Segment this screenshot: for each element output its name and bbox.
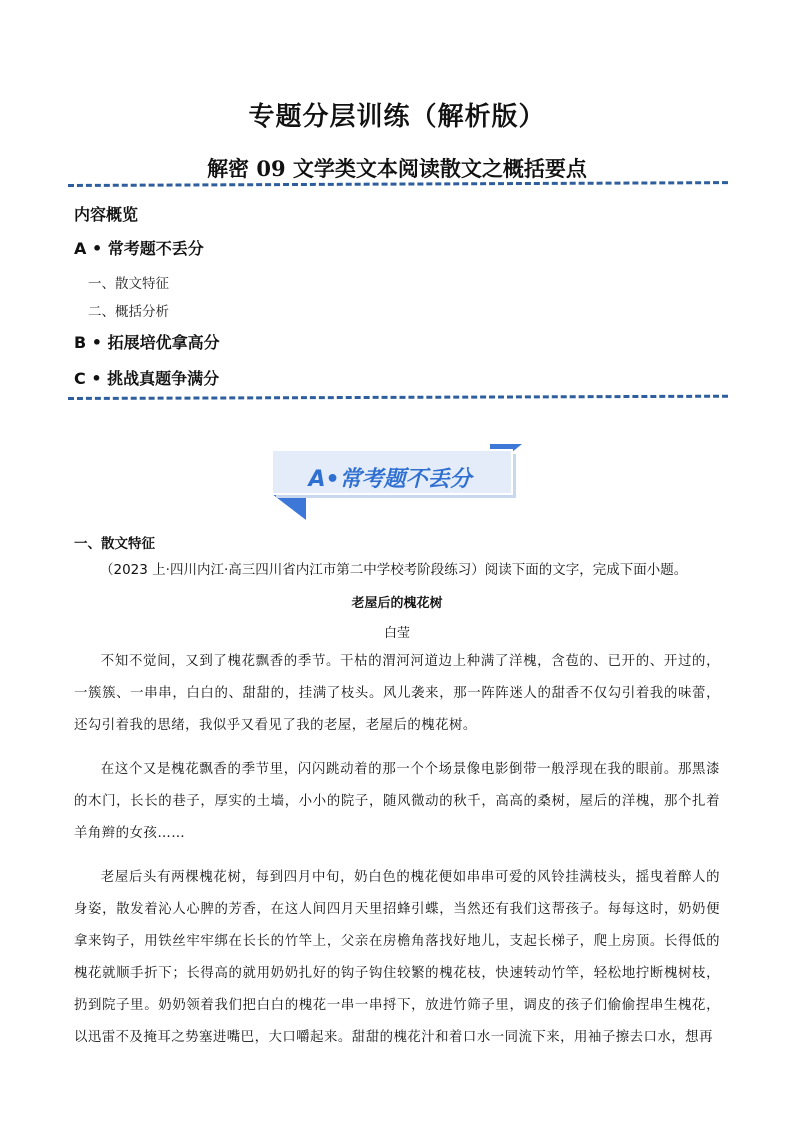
section-banner <box>270 440 526 524</box>
dashed-divider-bottom <box>68 395 728 400</box>
source-line: （2023 上·四川内江·高三四川省内江市第二中学校考阶段练习）阅读下面的文字，完成下面小题。 <box>100 562 688 578</box>
document-title: 专题分层训练（解析版） <box>248 102 546 132</box>
toc-subitem-1: 一、散文特征 <box>88 276 169 292</box>
article-body <box>74 646 720 1066</box>
banner-label: A•常考题不丢分 <box>308 466 472 492</box>
toc-section-c: C • 挑战真题争满分 <box>74 369 220 388</box>
paragraph: 老屋后头有两棵槐花树，每到四月中旬，奶白色的槐花便如串串可爱的风铃挂满枝头，摇曳着醉人的身姿，散发着沁人心脾的芳香，在这人间四月天里招蜂引蝶，当然还有我们这帮孩子。每每这时，奶奶便拿来钩子，用铁丝牢牢绑在长长的竹竿上，父亲在房檐角落找好地儿，支起长梯子，爬上房顶。长得低的槐花就顺手折下；长得高的就用奶奶扎好的钩子钩住较繁的槐花枝，快速转动竹竿，轻松地拧断槐树枝，扔到院子里。奶奶领着我们把白白的槐花一串一串捋下，放进竹筛子里，调皮的孩子们偷偷捏串生槐花，以迅雷不及掩耳之势塞进嘴巴，大口嚼起来。甜甜的槐花汁和着口水一同流下来，用袖子擦去口水，想再 <box>74 870 720 1045</box>
article-title: 老屋后的槐花树 <box>351 596 443 611</box>
paragraph: 不知不觉间，又到了槐花飘香的季节。干枯的渭河河道边上种满了洋槐，含苞的、已开的、开过的，一簇簇、一串串，白白的、甜甜的，挂满了枝头。风儿袭来，那一阵阵迷人的甜香不仅勾引着我的味蕾，还勾引着我的思绪，我似乎又看见了我的老屋，老屋后的槐花树。 <box>74 654 720 733</box>
toc-section-b: B • 拓展培优拿高分 <box>74 333 220 352</box>
article-author: 白莹 <box>383 626 410 641</box>
section-heading: 一、散文特征 <box>74 536 155 552</box>
toc-heading: 内容概览 <box>74 205 139 224</box>
toc-subitem-2: 二、概括分析 <box>88 304 169 320</box>
paragraph: 在这个又是槐花飘香的季节里，闪闪跳动着的那一个个场景像电影倒带一般浮现在我的眼前。那黑漆的木门，长长的巷子，厚实的土墙，小小的院子，随风微动的秋千，高高的桑树，屋后的洋槐，那个扎着羊角辫的女孩…… <box>74 762 720 841</box>
toc-section-a: A • 常考题不丢分 <box>74 239 204 258</box>
document-subtitle: 解密 09 文学类文本阅读散文之概括要点 <box>207 156 587 181</box>
